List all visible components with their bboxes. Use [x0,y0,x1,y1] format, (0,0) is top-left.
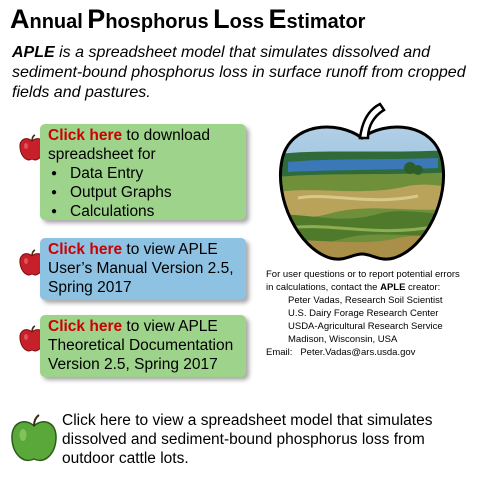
contact-info [266,268,476,359]
download-spreadsheet-box[interactable] [40,124,246,220]
title-word: nnual [29,11,83,33]
contact-intro-line [266,281,476,294]
title-word: oss [229,11,265,33]
contact-intro: For user questions or to report potential errors [266,269,460,280]
email-label: Email: [266,347,293,358]
contact-intro-end: creator: [405,282,441,293]
list-item: ● Data Entry [48,164,246,183]
spreadsheet-list [48,164,246,221]
contact-model-name: APLE [380,282,406,293]
cattle-lots-link[interactable]: Click here to view a spreadsheet model that simulates dissolved and sediment-bound phosphorus loss from outdoor cattle lots. [62,412,433,467]
contact-org: USDA-Agricultural Research Service [288,321,443,332]
contact-location: Madison, Wisconsin, USA [288,334,398,345]
contact-intro-text: in calculations, contact the [266,282,381,293]
intro-text: is a spreadsheet model that simulates dissolved and sediment-bound phosphorus loss in surface runoff from cropped fields and pastures. [12,44,466,101]
green-apple-icon[interactable] [8,413,60,465]
contact-org: U.S. Dairy Forage Research Center [288,308,439,319]
title-word: hosphorus [105,11,209,33]
page-title [10,6,480,33]
intro-paragraph [12,43,474,103]
download-link[interactable]: Click here [48,127,123,144]
users-manual-link[interactable]: Click here [48,241,123,258]
theoretical-doc-box[interactable] [40,315,246,377]
title-initial: P [87,4,106,34]
list-item: ● Output Graphs [48,183,246,202]
contact-email-line [266,346,476,359]
email-link[interactable]: Peter.Vadas@ars.usda.gov [300,347,416,358]
list-item: ● Calculations [48,202,246,221]
users-manual-box[interactable] [40,238,246,300]
theoretical-doc-link[interactable]: Click here [48,318,123,335]
intro-model-name: APLE [12,44,55,61]
contact-name: Peter Vadas, Research Soil Scientist [288,295,443,306]
users-manual-text: to view APLE User’s Manual Version 2.5, Spring 2017 [48,241,234,296]
title-initial: A [10,4,30,34]
title-initial: L [213,4,230,34]
download-text: to download spreadsheet for [48,127,211,163]
title-initial: E [268,4,287,34]
theoretical-doc-text: to view APLE Theoretical Documentation Version 2.5, Spring 2017 [48,318,234,373]
landscape-apple-image [268,98,456,266]
title-word: stimator [286,11,366,33]
